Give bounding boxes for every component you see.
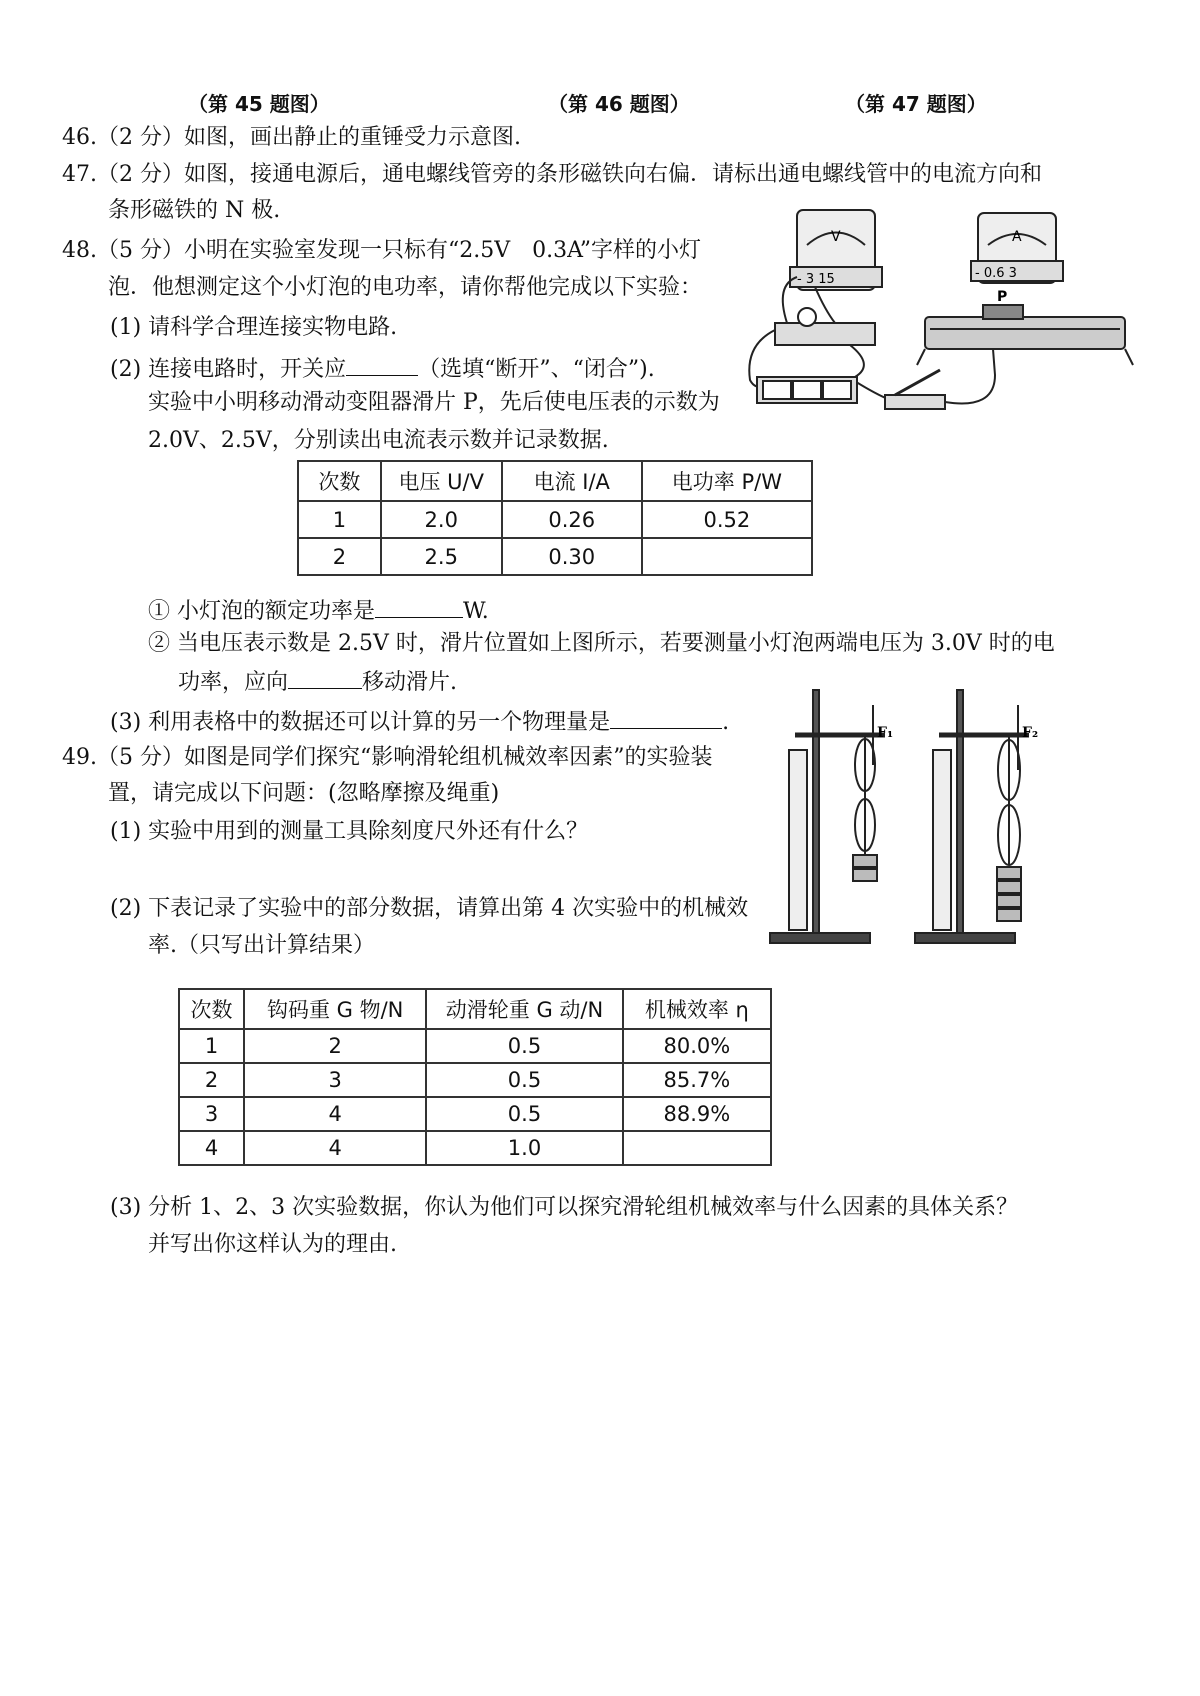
table-cell: 0.30 bbox=[502, 538, 642, 575]
table-cell: 4 bbox=[244, 1131, 426, 1165]
q48-part3-end: . bbox=[722, 710, 730, 735]
table-cell: 0.5 bbox=[426, 1029, 622, 1063]
pulley-stand-1-icon bbox=[770, 690, 885, 943]
table-cell: 2 bbox=[244, 1029, 426, 1063]
table-cell: 0.26 bbox=[502, 501, 642, 538]
q48-quantity-blank[interactable] bbox=[610, 708, 722, 729]
table-cell: 85.7% bbox=[623, 1063, 771, 1097]
table-header-row bbox=[298, 461, 812, 501]
table-cell: 0.5 bbox=[426, 1097, 622, 1131]
table-row bbox=[179, 1029, 771, 1063]
rheostat-icon bbox=[917, 305, 1133, 365]
ammeter-terminals: - 0.6 3 bbox=[975, 266, 1017, 281]
table-row bbox=[179, 1131, 771, 1165]
voltmeter-terminals: - 3 15 bbox=[797, 272, 835, 287]
bulb-icon bbox=[775, 308, 875, 345]
table-cell: 1 bbox=[298, 501, 381, 538]
question-47-line2: 条形磁铁的 N 极. bbox=[108, 198, 281, 223]
battery-icon bbox=[757, 377, 857, 403]
table-cell: 2.0 bbox=[381, 501, 502, 538]
table-cell: 4 bbox=[244, 1097, 426, 1131]
q48-part2-text-a: (2) 连接电路时，开关应 bbox=[110, 357, 347, 382]
question-47-line1: 47.（2 分）如图，接通电源后，通电螺线管旁的条形磁铁向右偏．请标出通电螺线管中的电流方向和 bbox=[62, 162, 1042, 187]
table-header: 电压 U/V bbox=[381, 461, 502, 501]
table-cell: 4 bbox=[179, 1131, 244, 1165]
q48-part1: (1) 请科学合理连接实物电路. bbox=[110, 315, 398, 340]
q48-part2-line2: 实验中小明移动滑动变阻器滑片 P，先后使电压表的示数为 bbox=[148, 390, 720, 415]
q48-sub2-text: 功率，应向 bbox=[178, 670, 289, 695]
force-f2-label: F₂ bbox=[1022, 725, 1039, 741]
q49-part1: (1) 实验中用到的测量工具除刻度尺外还有什么？ bbox=[110, 819, 589, 844]
table-row bbox=[298, 501, 812, 538]
question-49-line1: 49.（5 分）如图是同学们探究“影响滑轮组机械效率因素”的实验装 bbox=[62, 745, 713, 770]
q48-part2-text-b: （选填“断开”、“闭合”). bbox=[418, 357, 655, 382]
q48-switch-blank[interactable] bbox=[346, 355, 418, 376]
table-cell: 88.9% bbox=[623, 1097, 771, 1131]
force-f1-label: F₁ bbox=[877, 725, 894, 741]
caption-fig-45: （第 45 题图） bbox=[188, 92, 330, 116]
q48-sub1 bbox=[148, 597, 489, 623]
q49-data-table bbox=[178, 988, 772, 1166]
question-49-line2: 置，请完成以下问题：(忽略摩擦及绳重) bbox=[108, 781, 500, 806]
table-cell-empty[interactable] bbox=[623, 1131, 771, 1165]
q48-data-table bbox=[297, 460, 813, 576]
q48-part2 bbox=[110, 355, 655, 381]
caption-fig-47: （第 47 题图） bbox=[845, 92, 987, 116]
table-cell: 0.5 bbox=[426, 1063, 622, 1097]
pulley-stand-2-icon bbox=[915, 690, 1029, 943]
switch-icon bbox=[885, 370, 945, 409]
table-header: 次数 bbox=[298, 461, 381, 501]
table-cell: 1 bbox=[179, 1029, 244, 1063]
table-header: 机械效率 η bbox=[623, 989, 771, 1029]
q48-sub2-line1: ② 当电压表示数是 2.5V 时，滑片位置如上图所示，若要测量小灯泡两端电压为 3.0V 时的电 bbox=[148, 631, 1055, 656]
q48-direction-blank[interactable] bbox=[288, 668, 362, 689]
table-cell: 1.0 bbox=[426, 1131, 622, 1165]
q48-part3-text: (3) 利用表格中的数据还可以计算的另一个物理量是 bbox=[110, 710, 611, 735]
q48-sub2-line2 bbox=[178, 668, 457, 694]
q48-part3 bbox=[110, 708, 729, 734]
table-cell-empty[interactable] bbox=[642, 538, 812, 575]
table-header: 电功率 P/W bbox=[642, 461, 812, 501]
table-row bbox=[298, 538, 812, 575]
table-row bbox=[179, 1063, 771, 1097]
table-cell: 3 bbox=[179, 1097, 244, 1131]
table-header: 电流 I/A bbox=[502, 461, 642, 501]
question-48-line2: 泡．他想测定这个小灯泡的电功率，请你帮他完成以下实验： bbox=[108, 275, 703, 300]
q48-part2-line3: 2.0V、2.5V，分别读出电流表示数并记录数据. bbox=[148, 428, 609, 453]
question-46: 46.（2 分）如图，画出静止的重锤受力示意图. bbox=[62, 125, 521, 150]
table-header: 动滑轮重 G 动/N bbox=[426, 989, 622, 1029]
question-48-line1: 48.（5 分）小明在实验室发现一只标有“2.5V 0.3A”字样的小灯 bbox=[62, 238, 701, 263]
q48-sub1-text: ① 小灯泡的额定功率是 bbox=[148, 599, 375, 624]
q48-power-blank[interactable] bbox=[375, 597, 463, 618]
ammeter-label: A bbox=[1012, 229, 1022, 245]
table-row bbox=[179, 1097, 771, 1131]
slider-label: P bbox=[997, 289, 1008, 305]
voltmeter-label: V bbox=[831, 229, 841, 245]
q48-sub1-unit: W. bbox=[463, 599, 489, 624]
q49-part2-line2: 率.（只写出计算结果） bbox=[148, 933, 375, 958]
circuit-figure bbox=[735, 205, 1160, 420]
table-cell: 2.5 bbox=[381, 538, 502, 575]
q49-part3-line1: (3) 分析 1、2、3 次实验数据，你认为他们可以探究滑轮组机械效率与什么因素的具体关系？ bbox=[110, 1195, 1019, 1220]
table-cell: 3 bbox=[244, 1063, 426, 1097]
table-header: 次数 bbox=[179, 989, 244, 1029]
table-cell: 2 bbox=[179, 1063, 244, 1097]
table-header-row bbox=[179, 989, 771, 1029]
q49-part2-line1: (2) 下表记录了实验中的部分数据，请算出第 4 次实验中的机械效 bbox=[110, 896, 749, 921]
table-cell: 0.52 bbox=[642, 501, 812, 538]
table-cell: 2 bbox=[298, 538, 381, 575]
caption-fig-46: （第 46 题图） bbox=[548, 92, 690, 116]
q49-part3-line2: 并写出你这样认为的理由. bbox=[148, 1232, 397, 1257]
table-cell: 80.0% bbox=[623, 1029, 771, 1063]
table-header: 钩码重 G 物/N bbox=[244, 989, 426, 1029]
pulley-figure bbox=[765, 685, 1075, 947]
q48-sub2-end: 移动滑片. bbox=[362, 670, 458, 695]
